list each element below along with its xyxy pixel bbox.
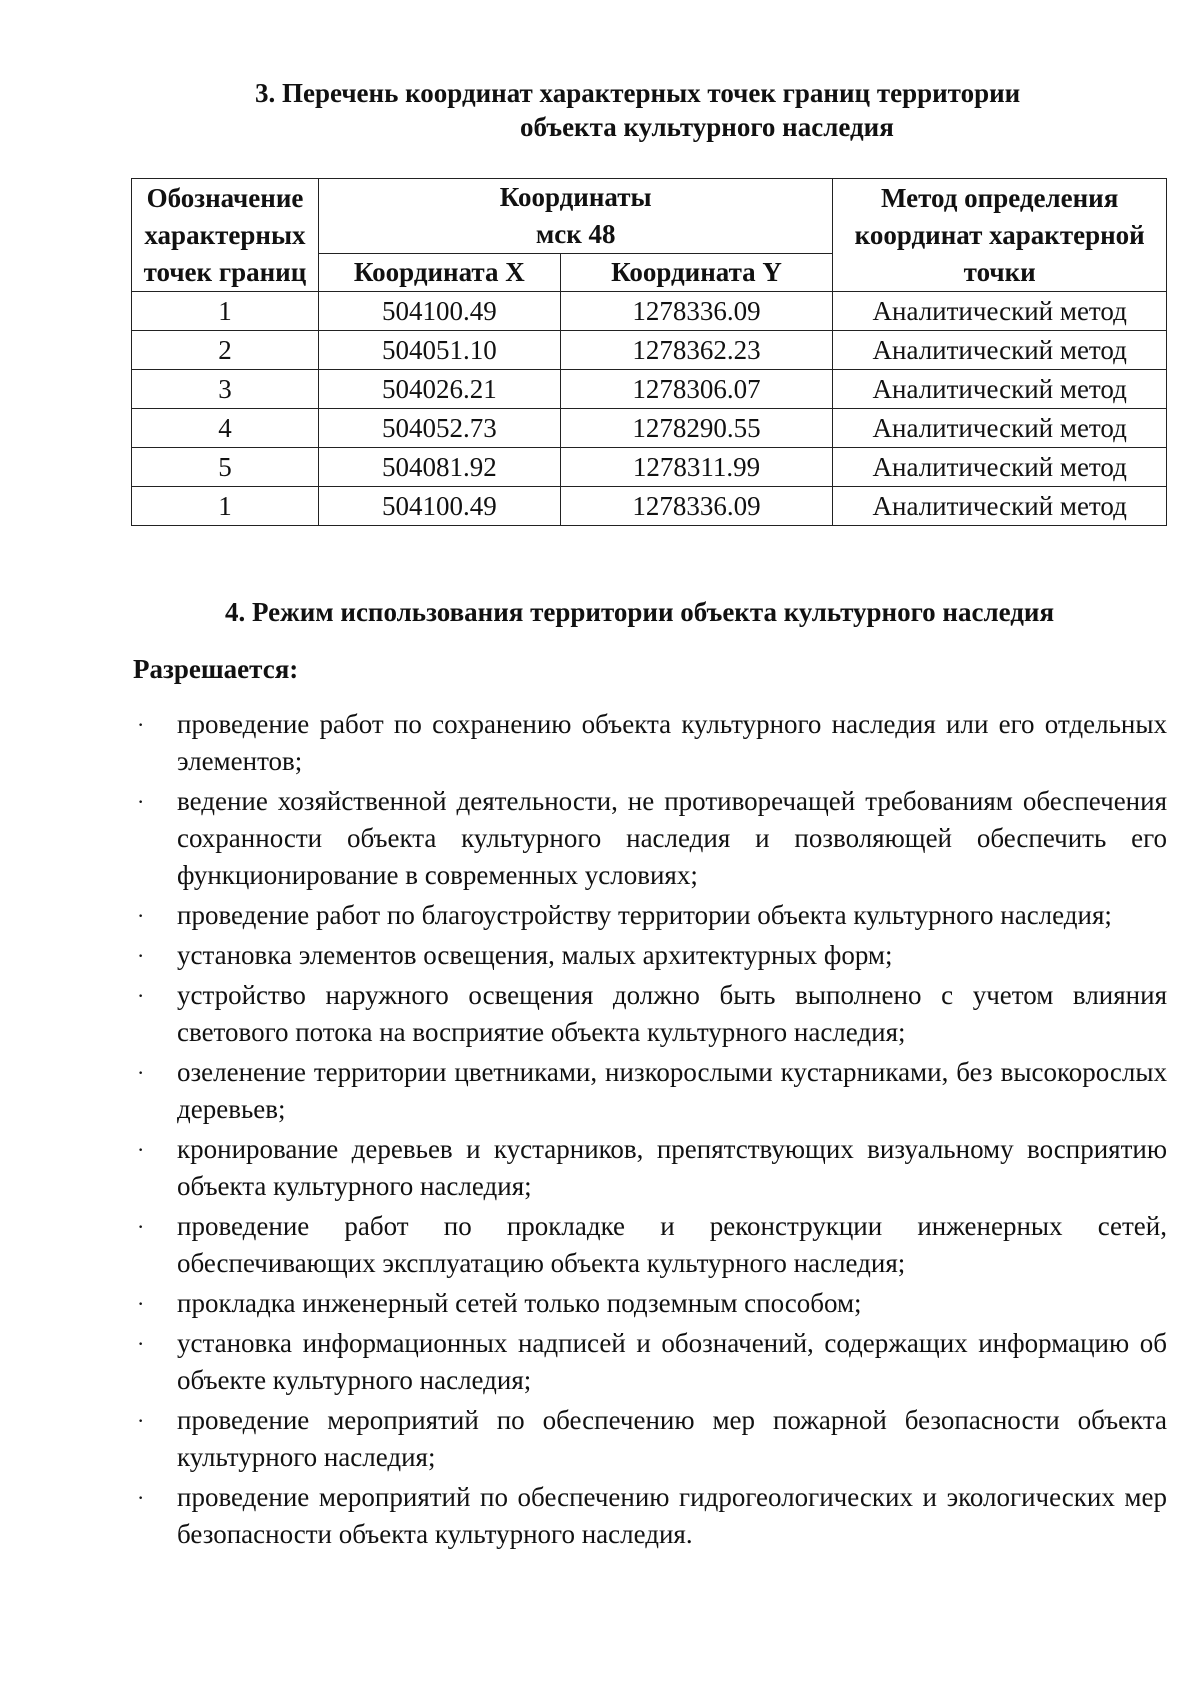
list-item-text: проведение работ по сохранению объекта культурного наследия или его отдельных элементов; [177, 709, 1167, 776]
table-row [132, 487, 1167, 526]
list-item [131, 1054, 1167, 1128]
bullet-icon: · [137, 1137, 145, 1162]
header-coordinate-y: Координата Y [560, 254, 833, 292]
table-row [132, 448, 1167, 487]
header-coordinates-label: Координаты [499, 182, 652, 212]
list-item-text: устройство наружного освещения должно быть выполнено с учетом влияния светового потока на восприятие объекта культурного наследия; [177, 980, 1167, 1047]
cell-x: 504052.73 [318, 409, 560, 448]
allowed-activities-list [131, 706, 1167, 1556]
section-3-heading-line-2: объекта культурного наследия [520, 112, 894, 142]
list-item [131, 977, 1167, 1051]
list-item [131, 937, 1167, 974]
table-row [132, 370, 1167, 409]
list-item [131, 1479, 1167, 1553]
list-item [131, 897, 1167, 934]
cell-method: Аналитический метод [833, 331, 1167, 370]
table-header-row [132, 179, 1167, 254]
table-row [132, 409, 1167, 448]
cell-x: 504051.10 [318, 331, 560, 370]
list-item-text: проведение работ по прокладке и реконструкции инженерных сетей, обеспечивающих эксплуатацию объекта культурного наследия; [177, 1211, 1167, 1278]
list-item [131, 783, 1167, 894]
cell-x: 504026.21 [318, 370, 560, 409]
header-coordinates-group [318, 179, 832, 254]
list-item-text: проведение мероприятий по обеспечению мер пожарной безопасности объекта культурного наследия; [177, 1405, 1167, 1472]
cell-y: 1278290.55 [560, 409, 833, 448]
cell-method: Аналитический метод [833, 370, 1167, 409]
list-item [131, 1325, 1167, 1399]
list-item [131, 1285, 1167, 1322]
list-item-text: установка элементов освещения, малых архитектурных форм; [177, 940, 893, 970]
bullet-icon: · [137, 943, 145, 968]
cell-point: 1 [132, 292, 319, 331]
list-item-text: проведение мероприятий по обеспечению гидрогеологических и экологических мер безопасности объекта культурного наследия. [177, 1482, 1167, 1549]
list-item [131, 1402, 1167, 1476]
header-point-designation: Обозначение характерных точек границ [132, 179, 319, 292]
cell-point: 5 [132, 448, 319, 487]
bullet-icon: · [137, 1485, 145, 1510]
section-4-heading: 4. Режим использования территории объекта культурного наследия [225, 597, 1055, 627]
cell-method: Аналитический метод [833, 487, 1167, 526]
list-item-text: кронирование деревьев и кустарников, препятствующих визуальному восприятию объекта культурного наследия; [177, 1134, 1167, 1201]
section-3-heading [200, 76, 1130, 144]
cell-x: 504100.49 [318, 292, 560, 331]
list-item [131, 1208, 1167, 1282]
allowed-label: Разрешается: [133, 654, 299, 684]
cell-method: Аналитический метод [833, 292, 1167, 331]
header-method: Метод определения координат характерной точки [833, 179, 1167, 292]
cell-point: 3 [132, 370, 319, 409]
bullet-icon: · [137, 789, 145, 814]
cell-y: 1278311.99 [560, 448, 833, 487]
list-item [131, 1131, 1167, 1205]
list-item-text: установка информационных надписей и обозначений, содержащих информацию об объекте культурного наследия; [177, 1328, 1167, 1395]
cell-point: 2 [132, 331, 319, 370]
cell-method: Аналитический метод [833, 448, 1167, 487]
list-item-text: озеленение территории цветниками, низкорослыми кустарниками, без высокорослых деревьев; [177, 1057, 1167, 1124]
bullet-icon: · [137, 983, 145, 1008]
header-coordinate-system: мск 48 [535, 219, 616, 249]
bullet-icon: · [137, 1214, 145, 1239]
cell-point: 4 [132, 409, 319, 448]
bullet-icon: · [137, 1408, 145, 1433]
table-row [132, 292, 1167, 331]
cell-x: 504081.92 [318, 448, 560, 487]
bullet-icon: · [137, 903, 145, 928]
cell-point: 1 [132, 487, 319, 526]
list-item-text: проведение работ по благоустройству территории объекта культурного наследия; [177, 900, 1112, 930]
table-row [132, 331, 1167, 370]
cell-method: Аналитический метод [833, 409, 1167, 448]
list-item-text: ведение хозяйственной деятельности, не противоречащей требованиям обеспечения сохранности объекта культурного наследия и позволяющей обеспечить его функционирование в современных условиях; [177, 786, 1167, 890]
bullet-icon: · [137, 1291, 145, 1316]
list-item [131, 706, 1167, 780]
list-item-text: прокладка инженерный сетей только подземным способом; [177, 1288, 862, 1318]
cell-y: 1278336.09 [560, 292, 833, 331]
bullet-icon: · [137, 712, 145, 737]
bullet-icon: · [137, 1060, 145, 1085]
header-coordinate-x: Координата X [318, 254, 560, 292]
cell-x: 504100.49 [318, 487, 560, 526]
section-3-heading-line-1: 3. Перечень координат характерных точек границ территории [255, 78, 1021, 108]
cell-y: 1278306.07 [560, 370, 833, 409]
cell-y: 1278362.23 [560, 331, 833, 370]
coordinates-table [131, 178, 1167, 526]
cell-y: 1278336.09 [560, 487, 833, 526]
bullet-icon: · [137, 1331, 145, 1356]
